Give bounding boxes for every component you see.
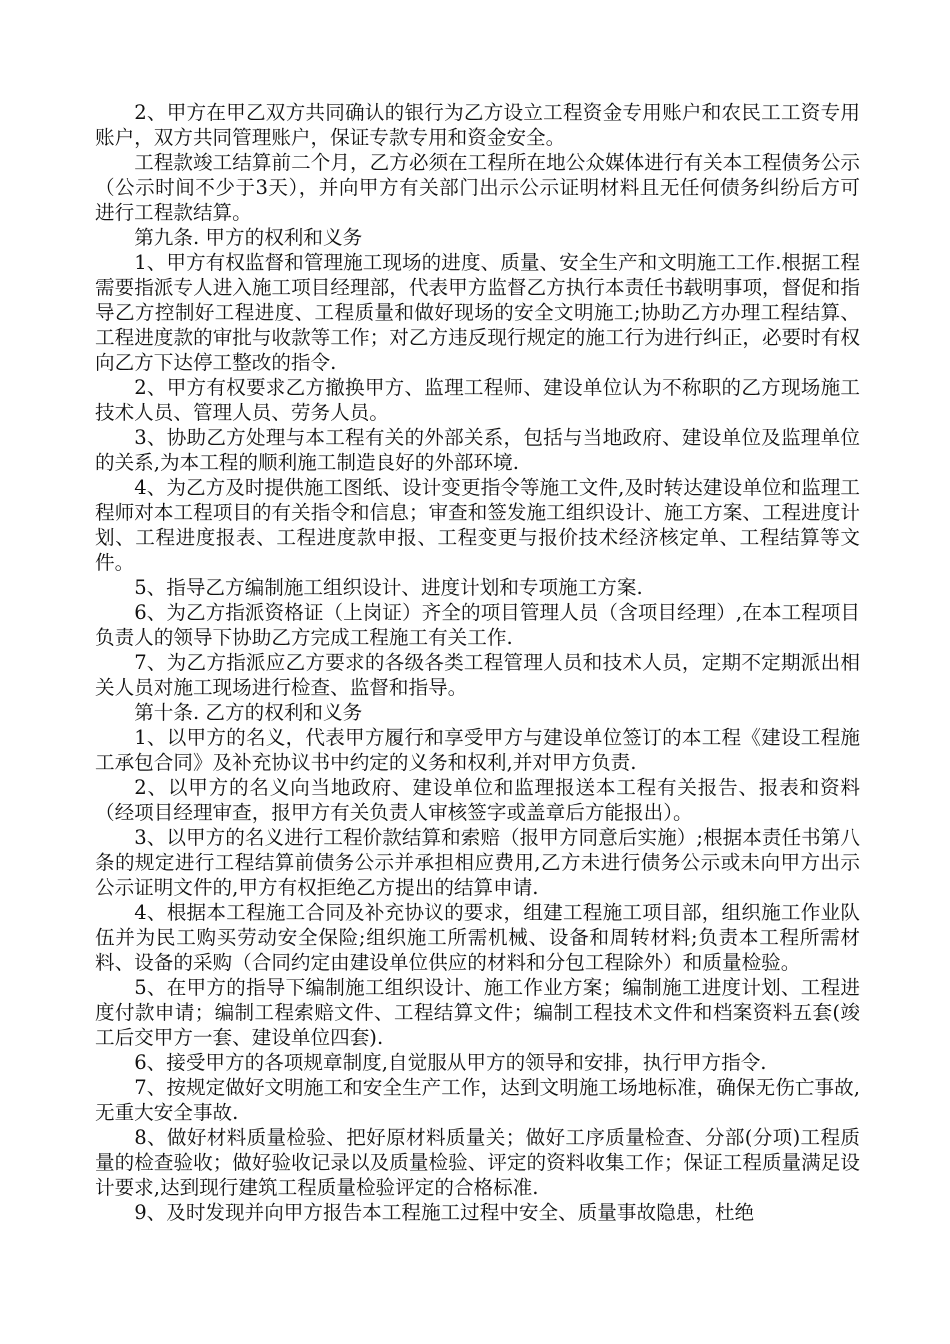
- article-9-item-3: 3、协助乙方处理与本工程有关的外部关系，包括与当地政府、建设单位及监理单位的关系,为本工程的顺利施工制造良好的外部环境.: [95, 426, 860, 474]
- article-10-item-5: 5、在甲方的指导下编制施工组织设计、施工作业方案；编制施工进度计划、工程进度付款申请；编制工程索赔文件、工程结算文件；编制工程技术文件和档案资料五套(竣工后交甲方一套、建设单位四套).: [95, 976, 860, 1049]
- article-10-item-6: 6、接受甲方的各项规章制度,自觉服从甲方的领导和安排，执行甲方指令.: [134, 1051, 767, 1074]
- article-9-item-5: 5、指导乙方编制施工组织设计、进度计划和专项施工方案.: [134, 576, 643, 599]
- article-10-item-1: 1、以甲方的名义，代表甲方履行和享受甲方与建设单位签订的本工程《建设工程施工承包合同》及补充协议书中约定的义务和权利,并对甲方负责.: [95, 726, 860, 774]
- article-10-item-3: 3、以甲方的名义进行工程价款结算和索赔（报甲方同意后实施）;根据本责任书第八条的规定进行工程结算前债务公示并承担相应费用,乙方未进行债务公示或未向甲方出示公示证明文件的,甲方有权拒绝乙方提出的结算申请.: [95, 826, 860, 899]
- article-9-item-2: 2、甲方有权要求乙方撤换甲方、监理工程师、建设单位认为不称职的乙方现场施工技术人员、管理人员、劳务人员。: [95, 376, 860, 424]
- article-9-item-6: 6、为乙方指派资格证（上岗证）齐全的项目管理人员（含项目经理）,在本工程项目负责人的领导下协助乙方完成工程施工有关工作.: [95, 601, 860, 649]
- document-body: [95, 100, 860, 1225]
- article-9-heading: 第九条. 甲方的权利和义务: [134, 226, 363, 249]
- paragraph-debt-notice: 工程款竣工结算前二个月，乙方必须在工程所在地公众媒体进行有关本工程债务公示（公示时间不少于3天），并向甲方有关部门出示公示证明材料且无任何债务纠纷后方可进行工程款结算。: [95, 151, 860, 224]
- article-10-heading: 第十条. 乙方的权利和义务: [134, 701, 363, 724]
- article-10-item-2: 2、以甲方的名义向当地政府、建设单位和监理报送本工程有关报告、报表和资料（经项目经理审查，报甲方有关负责人审核签字或盖章后方能报出）。: [95, 776, 860, 824]
- article-10-item-7: 7、按规定做好文明施工和安全生产工作，达到文明施工场地标准，确保无伤亡事故,无重大安全事故.: [95, 1076, 860, 1124]
- paragraph-account: 2、甲方在甲乙双方共同确认的银行为乙方设立工程资金专用账户和农民工工资专用账户，双方共同管理账户，保证专款专用和资金安全。: [95, 101, 860, 149]
- article-9-item-4: 4、为乙方及时提供施工图纸、设计变更指令等施工文件,及时转达建设单位和监理工程师对本工程项目的有关指令和信息；审查和签发施工组织设计、施工方案、工程进度计划、工程进度报表、工程进度款申报、工程变更与报价技术经济核定单、工程结算等文件。: [95, 476, 860, 574]
- article-10-item-9: 9、及时发现并向甲方报告本工程施工过程中安全、质量事故隐患，杜绝: [134, 1201, 755, 1224]
- article-10-item-8: 8、做好材料质量检验、把好原材料质量关；做好工序质量检查、分部(分项)工程质量的检查验收；做好验收记录以及质量检验、评定的资料收集工作；保证工程质量满足设计要求,达到现行建筑工程质量检验评定的合格标准.: [95, 1126, 860, 1199]
- article-9-item-1: 1、甲方有权监督和管理施工现场的进度、质量、安全生产和文明施工工作.根据工程需要指派专人进入施工项目经理部，代表甲方监督乙方执行本责任书载明事项，督促和指导乙方控制好工程进度、工程质量和做好现场的安全文明施工;协助乙方办理工程结算、工程进度款的审批与收款等工作；对乙方违反现行规定的施工行为进行纠正，必要时有权向乙方下达停工整改的指令.: [95, 251, 860, 374]
- article-9-item-7: 7、为乙方指派应乙方要求的各级各类工程管理人员和技术人员，定期不定期派出相关人员对施工现场进行检查、监督和指导。: [95, 651, 860, 699]
- article-10-item-4: 4、根据本工程施工合同及补充协议的要求，组建工程施工项目部，组织施工作业队伍并为民工购买劳动安全保险;组织施工所需机械、设备和周转材料;负责本工程所需材料、设备的采购（合同约定由建设单位供应的材料和分包工程除外）和质量检验。: [95, 901, 860, 974]
